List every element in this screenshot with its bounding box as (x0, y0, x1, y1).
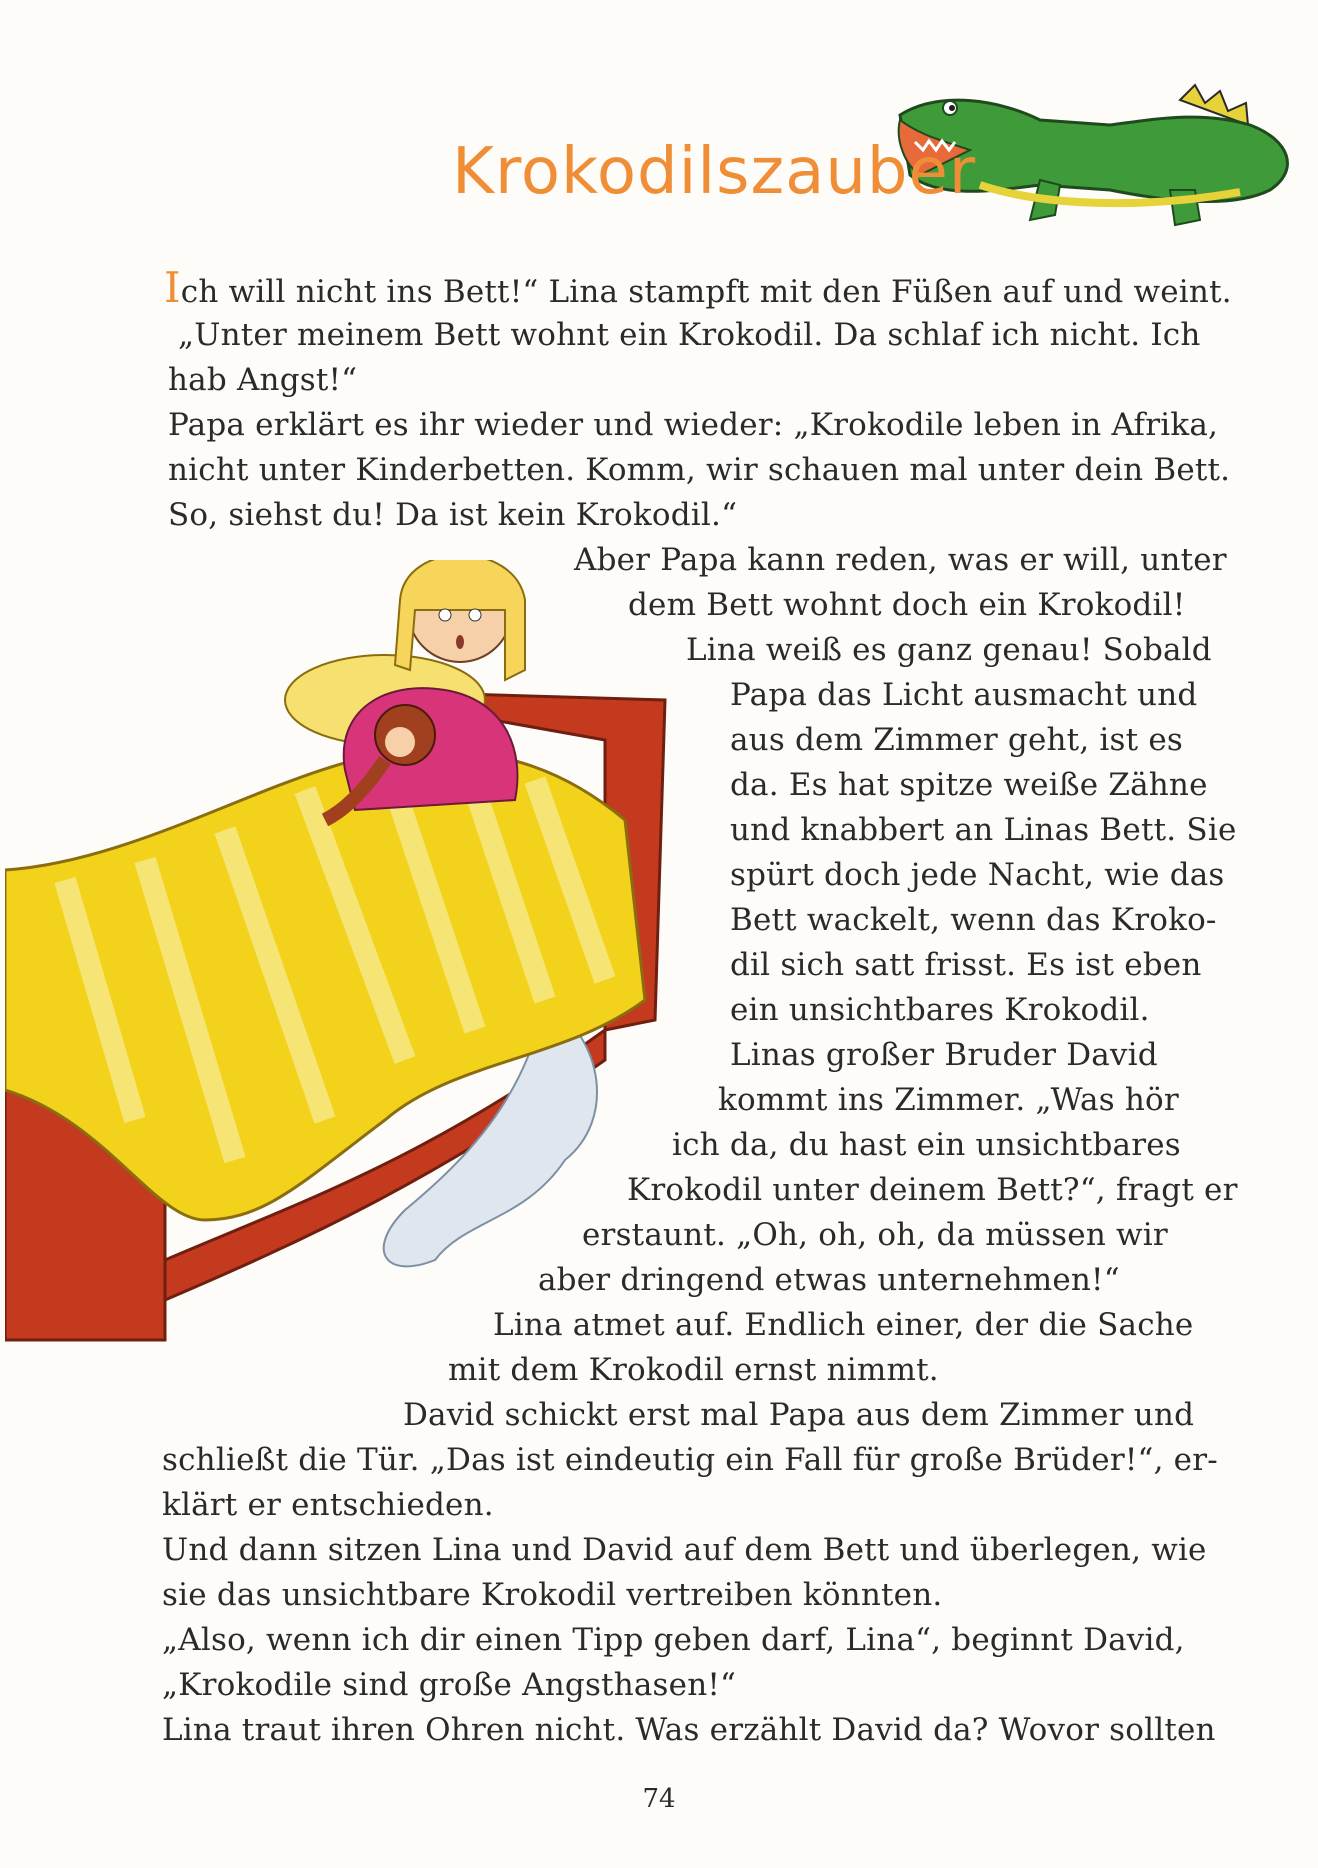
story-title: Krokodilszauber (452, 135, 977, 209)
text-line: „Unter meinem Bett wohnt ein Krokodil. Da schlaf ich nicht. Ich (178, 317, 1201, 353)
text-line: Lina traut ihren Ohren nicht. Was erzählt David da? Wovor sollten (162, 1712, 1216, 1748)
text-line: nicht unter Kinderbetten. Komm, wir schauen mal unter dein Bett. (168, 452, 1231, 488)
text-line: Linas großer Bruder David (730, 1037, 1158, 1073)
text-line: da. Es hat spitze weiße Zähne (730, 767, 1208, 803)
text-line: David schickt erst mal Papa aus dem Zimmer und (403, 1397, 1195, 1433)
text-line: klärt er entschieden. (162, 1487, 494, 1523)
text-line: sie das unsichtbare Krokodil vertreiben könnten. (162, 1577, 943, 1613)
text-line: Papa erklärt es ihr wieder und wieder: „Krokodile leben in Afrika, (168, 407, 1219, 443)
drop-cap: I (164, 263, 181, 312)
text-line: aber dringend etwas unternehmen!“ (538, 1262, 1120, 1298)
text-line: mit dem Krokodil ernst nimmt. (448, 1352, 939, 1388)
text-line: dem Bett wohnt doch ein Krokodil! (628, 587, 1186, 623)
text-line: erstaunt. „Oh, oh, oh, da müssen wir (582, 1217, 1168, 1253)
text-line: „Also, wenn ich dir einen Tipp geben darf, Lina“, beginnt David, (162, 1622, 1185, 1658)
text-line: aus dem Zimmer geht, ist es (730, 722, 1184, 758)
text-line: ich da, du hast ein unsichtbares (672, 1127, 1181, 1163)
text-line: Ich will nicht ins Bett!“ Lina stampft mit den Füßen auf und weint. (164, 263, 1232, 312)
text-line: dil sich satt frisst. Es ist eben (730, 947, 1202, 983)
text-line: Aber Papa kann reden, was er will, unter (574, 542, 1227, 578)
text-line: „Krokodile sind große Angsthasen!“ (162, 1667, 737, 1703)
text-line: kommt ins Zimmer. „Was hör (718, 1082, 1179, 1118)
text-line: Papa das Licht ausmacht und (730, 677, 1198, 713)
text-line: hab Angst!“ (168, 362, 358, 398)
text-line: Bett wackelt, wenn das Kroko- (730, 902, 1217, 938)
text-line: Lina atmet auf. Endlich einer, der die Sache (493, 1307, 1194, 1343)
text-line: spürt doch jede Nacht, wie das (730, 857, 1225, 893)
text-line: schließt die Tür. „Das ist eindeutig ein Fall für große Brüder!“, er- (162, 1442, 1218, 1478)
text-line: Und dann sitzen Lina und David auf dem Bett und überlegen, wie (162, 1532, 1207, 1568)
text-line: Lina weiß es ganz genau! Sobald (686, 632, 1212, 668)
text-line: ein unsichtbares Krokodil. (730, 992, 1150, 1028)
text-line: und knabbert an Linas Bett. Sie (730, 812, 1237, 848)
page-number: 74 (642, 1784, 676, 1814)
text-line: Krokodil unter deinem Bett?“, fragt er (627, 1172, 1238, 1208)
text-line: So, siehst du! Da ist kein Krokodil.“ (168, 497, 738, 533)
